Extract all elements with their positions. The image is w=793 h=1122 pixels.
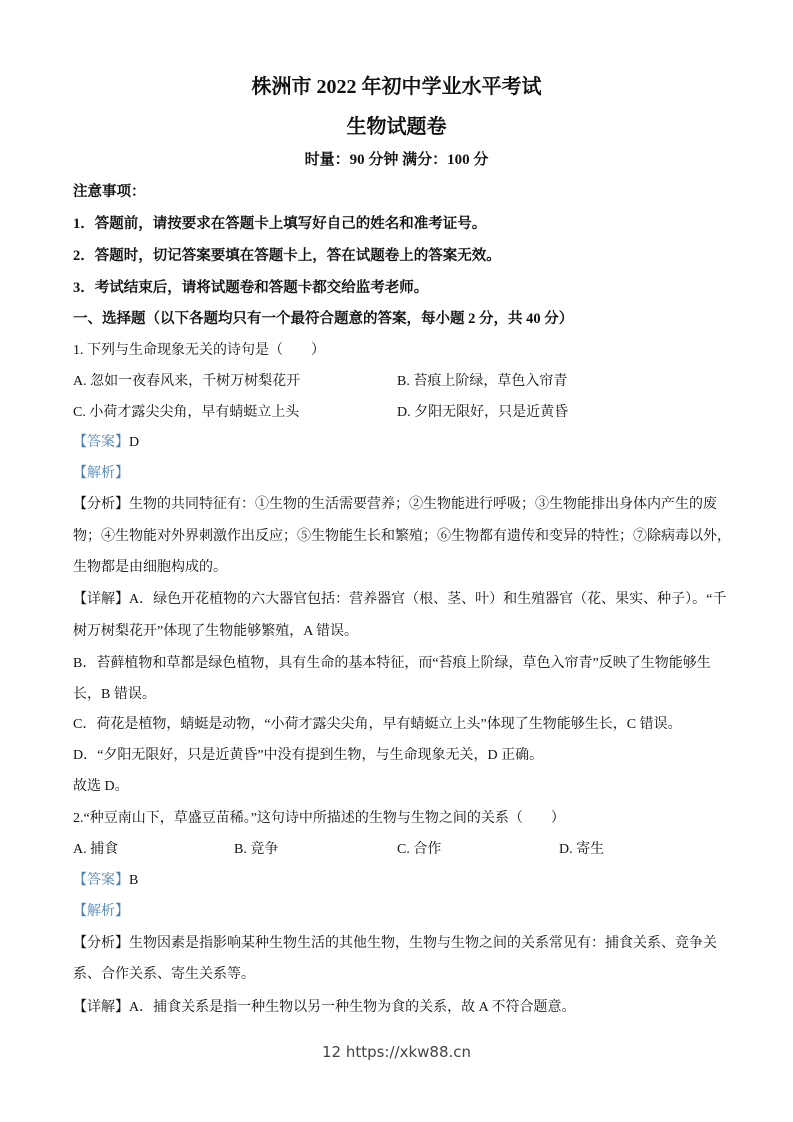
option-b: B. 竞争 [234,842,279,857]
fenxi-label: 【分析】 [73,936,129,951]
notice-item: 1．答题前，请按要求在答题卡上填写好自己的姓名和准考证号。 [73,216,487,232]
answer-row [73,431,139,451]
fenxi-line: 【分析】生物的共同特征有：①生物的生活需要营养；②生物能进行呼吸；③生物能排出身体内产生的废 [73,497,717,512]
notice-item: 3．考试结束后，请将试题卷和答题卡都交给监考老师。 [73,280,429,296]
exam-subtitle: 生物试题卷 [346,116,447,138]
answer-value: B [129,873,139,888]
answer-label: 【答案】 [73,873,129,888]
option-a: A. 忽如一夜春风来，千树万树梨花开 [73,374,301,389]
answer-value: D [129,435,140,450]
fenxi-label: 【分析】 [73,497,129,512]
fenxi-line: 【分析】生物因素是指影响某种生物生活的其他生物，生物与生物之间的关系常见有：捕食关系、竞争关 [73,936,717,951]
detail-line: 【详解】A．捕食关系是指一种生物以另一种生物为食的关系，故 A 不符合题意。 [73,1000,576,1015]
notice-heading: 注意事项： [73,184,146,200]
exam-meta: 时量：90 分钟 满分：100 分 [304,152,489,168]
question-stem: 2.“种豆南山下，草盛豆苗稀。”这句诗中所描述的生物与生物之间的关系（ ） [73,811,565,826]
detail-line: C．荷花是植物，蜻蜓是动物，“小荷才露尖尖角，早有蜻蜓立上头”体现了生物能够生长，C 错误。 [73,717,682,732]
detail-line: 长，B 错误。 [73,687,156,702]
option-a: A. 捕食 [73,842,119,857]
analysis-label: 【解析】 [73,466,129,481]
option-b: B. 苔痕上阶绿，草色入帘青 [397,374,568,389]
detail-line: 故选 D。 [73,779,129,794]
detail-label: 【详解】 [73,1000,129,1015]
option-d: D. 夕阳无限好，只是近黄昏 [397,405,569,420]
detail-line: 树万树梨花开”体现了生物能够繁殖，A 错误。 [73,624,359,639]
notice-item: 2．答题时，切记答案要填在答题卡上，答在试题卷上的答案无效。 [73,248,501,264]
fenxi-line: 物；④生物能对外界刺激作出反应；⑤生物能生长和繁殖；⑥生物都有遗传和变异的特性；⑦除病毒以外， [73,529,731,544]
option-d: D. 寄生 [559,842,605,857]
question-stem: 1. 下列与生命现象无关的诗句是（ ） [73,343,325,358]
page-footer: 12 https://xkw88.cn [321,1043,472,1061]
exam-title: 株洲市 2022 年初中学业水平考试 [251,76,542,98]
detail-line: 【详解】A．绿色开花植物的六大器官包括：营养器官（根、茎、叶）和生殖器官（花、果实、种子）。“千 [73,592,727,607]
detail-line: B．苔藓植物和草都是绿色植物，具有生命的基本特征，而“苔痕上阶绿，草色入帘青”反映了生物能够生 [73,656,711,671]
answer-row [73,869,138,889]
analysis-label: 【解析】 [73,904,129,919]
section-heading: 一、选择题（以下各题均只有一个最符合题意的答案，每小题 2 分，共 40 分） [73,311,574,327]
detail-line: D．“夕阳无限好，只是近黄昏”中没有提到生物，与生命现象无关，D 正确。 [73,748,544,763]
answer-label: 【答案】 [73,435,129,450]
fenxi-line: 生物都是由细胞构成的。 [73,560,227,575]
detail-label: 【详解】 [73,592,129,607]
option-c: C. 合作 [397,842,442,857]
option-c: C. 小荷才露尖尖角，早有蜻蜓立上头 [73,405,300,420]
fenxi-line: 系、合作关系、寄生关系等。 [73,967,255,982]
